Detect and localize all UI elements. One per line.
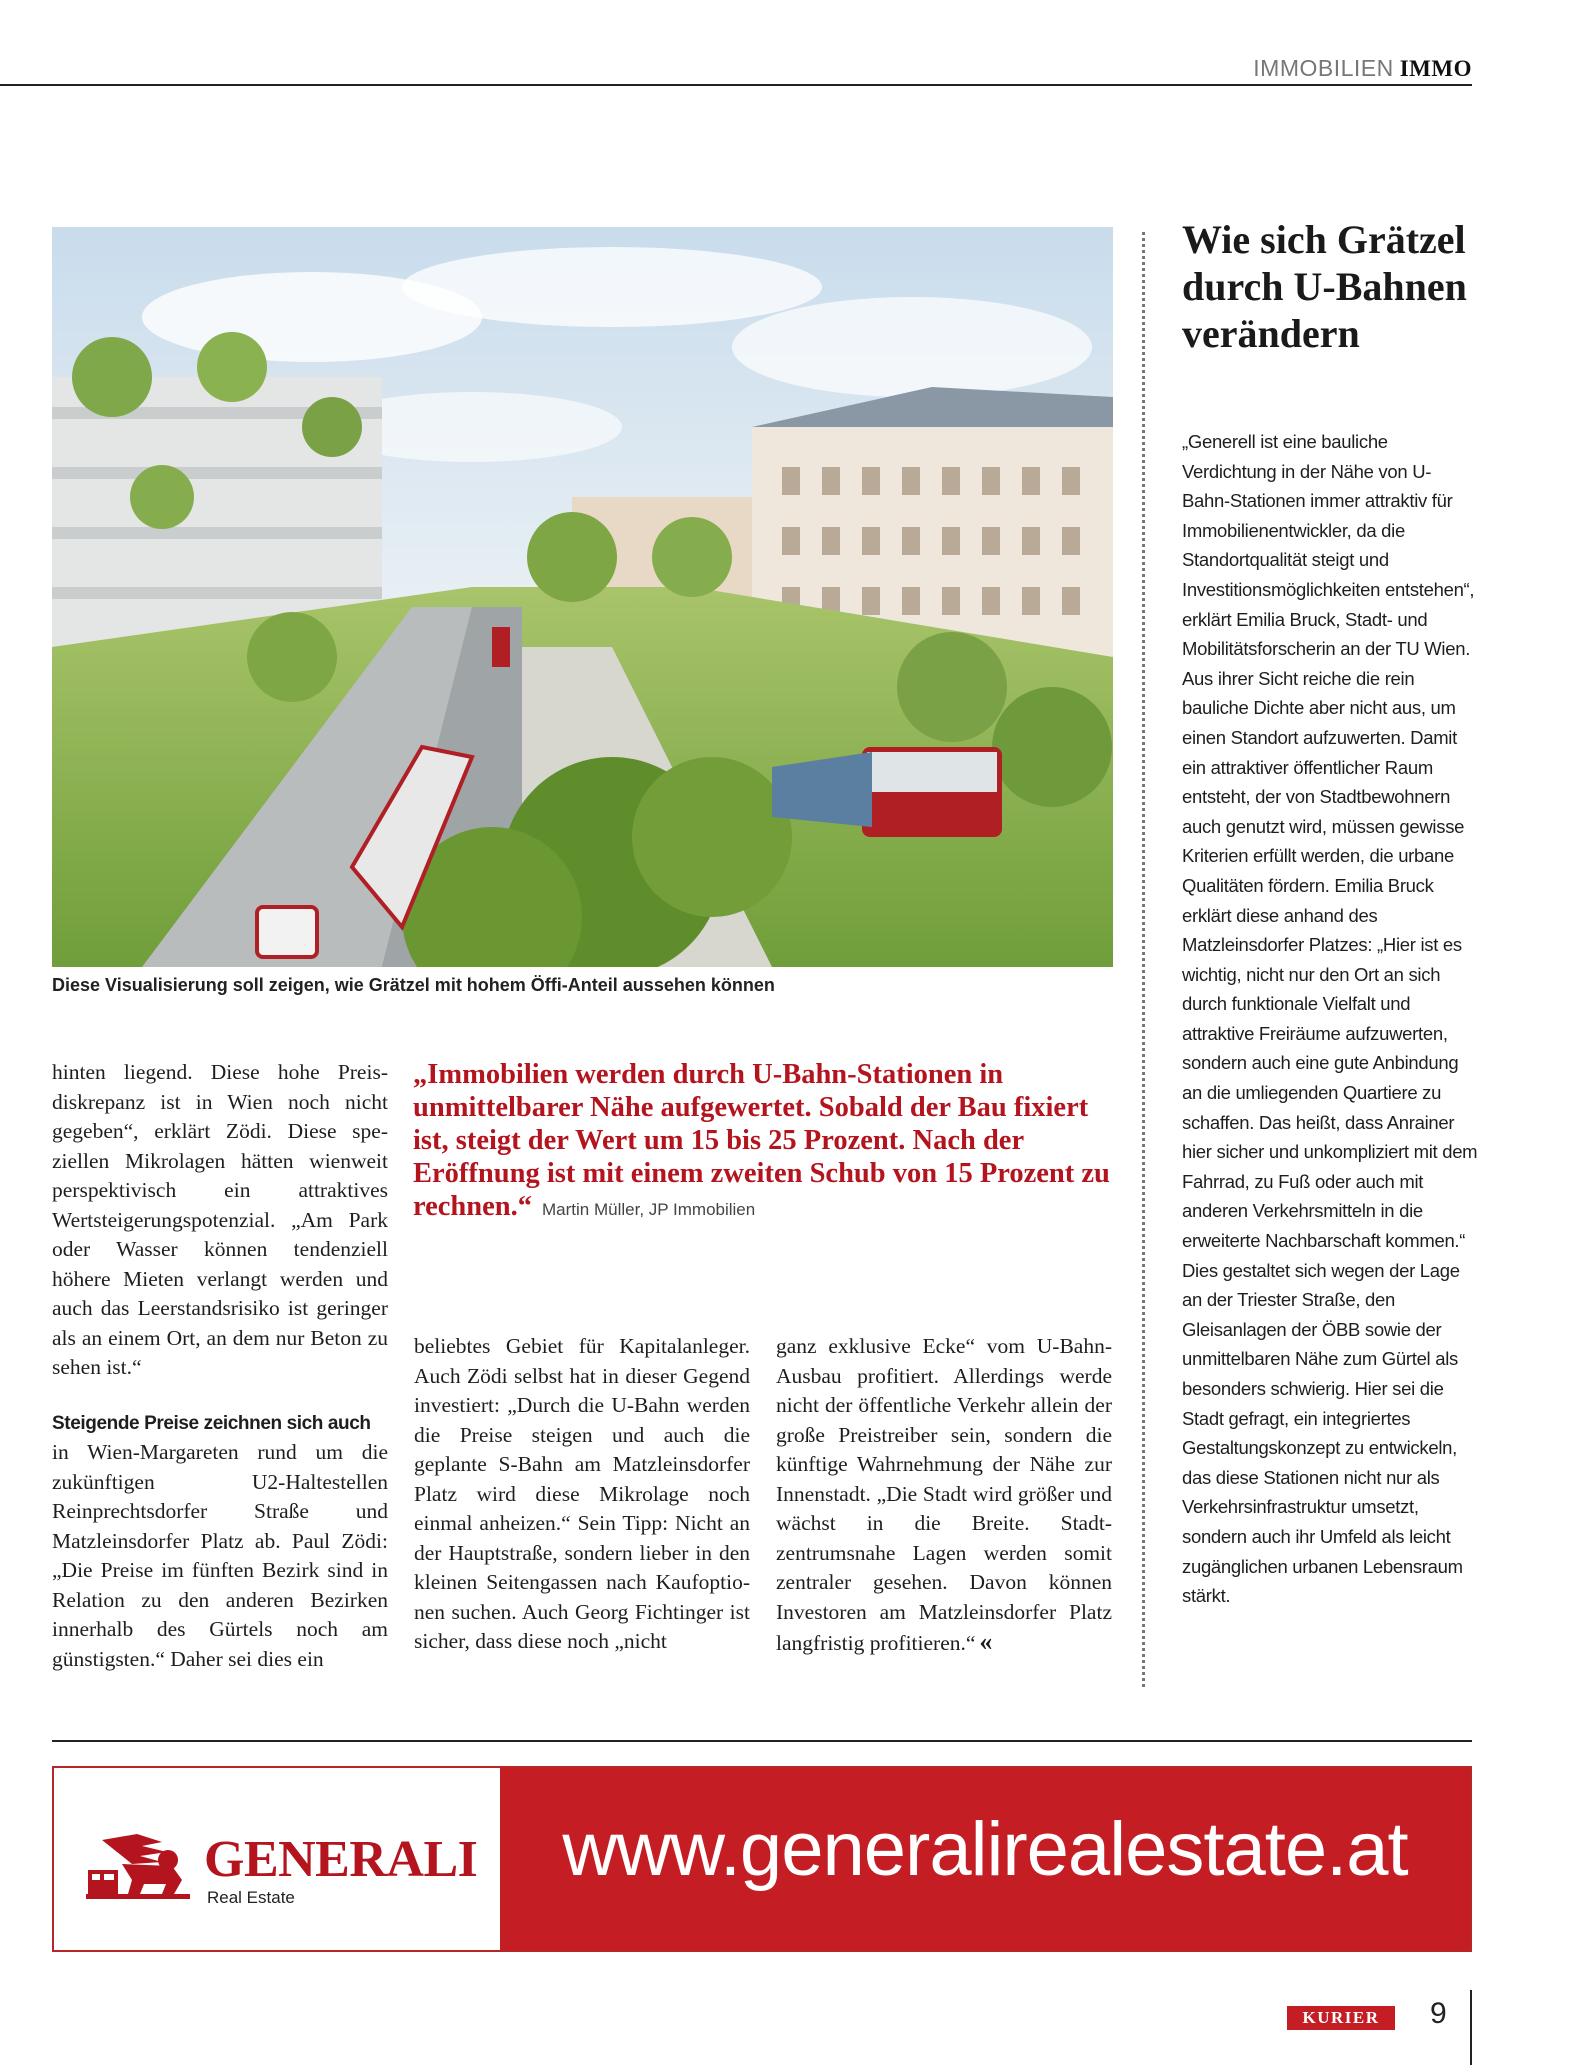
sidebar-body: „Generell ist eine bauliche Verdichtung in der Nähe von U-Bahn-Stationen immer attraktiv für Immobilienentwickler, da die Standortqualität steigt und Investitionsmöglichkeiten entstehen“, erklärt Emilia Bruck, Stadt- und Mobilitätsforscherin an der TU Wien. Aus ihrer Sicht reiche die rein bauliche Dichte aber nicht aus, um einen Standort aufzuwerten. Damit ein attraktiver öffentlicher Raum entsteht, der von Stadtbewohnern auch genutzt wird, müssen gewisse Kriterien erfüllt werden, die urbane Qualitäten fördern. Emilia Bruck erklärt diese anhand des Matzleinsdorfer Platzes: „Hier ist es wichtig, nicht nur den Ort an sich durch funktionale Vielfalt und attraktive Freiräume aufzuwerten, sondern auch eine gute Anbindung an die umliegenden Quartiere zu schaffen. Das heißt, dass Anrainer hier sicher und unkompliziert mit dem Fahrrad, zu Fuß oder auch mit anderen Verkehrsmitteln in die erweiterte Nachbarschaft kommen.“ Dies gestaltet sich wegen der Lage an der Triester Straße, den Gleisanlagen der ÖBB sowie der unmittelbaren Nähe zum Gürtel als besonders schwierig. Hier sei die Stadt gefragt, ein integriertes Gestaltungskonzept zu entwickeln, das diese Stationen nicht nur als Verkehrsinfrastruktur umsetzt, sondern auch ihr Umfeld als leicht zugänglichen urbanen Lebensraum stärkt. — [1182, 431, 1478, 1607]
ad-rule — [52, 1740, 1472, 1742]
article-column-middle — [414, 1332, 750, 1657]
generali-ad[interactable] — [52, 1766, 1472, 1952]
ad-url-link[interactable]: www.generalirealestate.at — [562, 1807, 1408, 1892]
page-number: 9 — [1430, 1997, 1447, 2030]
footer-rule — [1470, 1990, 1472, 2065]
sidebar-divider — [1142, 232, 1145, 1687]
ad-url-band — [500, 1768, 1470, 1950]
ad-brand-name: GENERALI — [204, 1831, 478, 1888]
article-paragraph: hinten liegend. Diese hohe Preisdiskrepanz ist in Wien noch nicht gegeben“, erklärt Zödi. Diese speziellen Mikrolagen hätten wienweit perspektivisch ein attraktives Wertsteigerungspotenzial. „Am Park oder Wasser können tendenziell höhere Mieten verlangt werden und auch das Leerstandsrisiko ist geringer als an einem Ort, an dem nur Beton zu sehen ist.“ — [52, 1060, 388, 1379]
pull-quote-text: „Immobilien werden durch U-Bahn-Stationen in unmittelbarer Nähe aufgewertet. Sobald der Bau fixiert ist, steigt der Wert um 15 bis 25 Prozent. Nach der Eröffnung ist mit einem zweiten Schub von 15 Prozent zu rechnen.“ — [413, 1059, 1110, 1222]
pull-quote — [413, 1058, 1113, 1226]
section-label-light: IMMOBILIEN — [1253, 55, 1394, 81]
article-column-right — [776, 1332, 1112, 1659]
winged-lion-icon — [82, 1830, 197, 1900]
sidebar-title: Wie sich Grätzel durch U-Bahnen verändern — [1182, 217, 1467, 356]
article-paragraph: ganz exklusive Ecke“ vom U-Bahn-Ausbau profitiert. Allerdings werde nicht der öffentliche Verkehr allein der große Preistreiber sein, sondern die künftige Wahrnehmung der Nähe zur Innenstadt. „Die Stadt wird größer und wächst in die Breite. Stadtzentrumsnahe Lagen werden somit zentraler gesehen. Davon können Investoren am Matzleinsdorfer Platz langfristig profitieren.“ — [776, 1334, 1112, 1655]
hero-image — [52, 227, 1113, 967]
kurier-logo: KURIER — [1287, 2006, 1395, 2030]
article-paragraph: beliebtes Gebiet für Kapitalanleger. Auch Zödi selbst hat in dieser Gegend investiert: „Durch die U-Bahn werden die Preise steigen und auch die geplante S-Bahn am Matzleinsdorfer Platz wird diese Mikrolage noch einmal anheizen.“ Sein Tipp: Nicht an der Hauptstraße, sondern lieber in den kleinen Seitengassen nach Kaufoptionen suchen. Auch Georg Fichtinger ist sicher, dass diese noch „nicht — [414, 1334, 750, 1653]
image-caption: Diese Visualisierung soll zeigen, wie Grätzel mit hohem Öffi-Anteil aussehen können — [52, 975, 775, 995]
pull-quote-attribution: Martin Müller, JP Immobilien — [542, 1200, 756, 1219]
section-label-bold: IMMO — [1399, 56, 1472, 81]
section-label — [1253, 55, 1472, 82]
header-rule — [0, 84, 1472, 86]
end-mark: « — [979, 1627, 993, 1656]
ad-brand — [54, 1768, 500, 1950]
article-paragraph: in Wien-Margareten rund um die zukünftigen U2-Haltestellen Reinprechtsdorfer Straße und Matzleinsdorfer Platz ab. Paul Zödi: „Die Preise im fünften Bezirk sind in Relation zu den anderen Bezirken innerhalb des Gürtels noch am günstigsten.“ Daher sei dies ein — [52, 1440, 388, 1671]
article-column-left — [52, 1058, 388, 1674]
ad-brand-subtitle: Real Estate — [207, 1888, 295, 1907]
article-subhead: Steigende Preise zeichnen sich auch — [52, 1412, 371, 1434]
